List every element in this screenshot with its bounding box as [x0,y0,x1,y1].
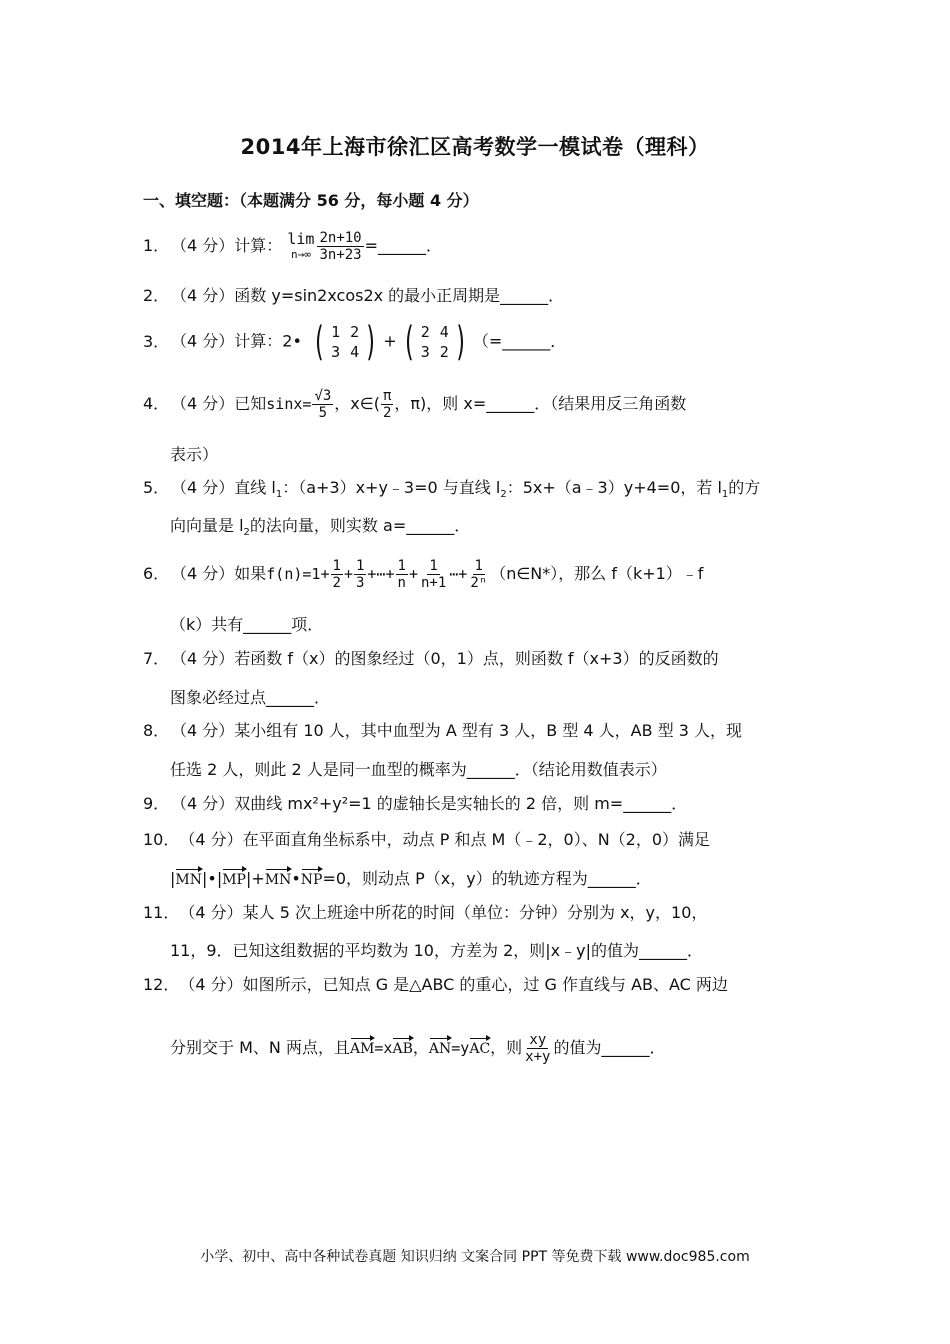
fraction: $\frac{1}{2}$ [332,558,341,591]
question-9 [143,793,823,815]
subscript: 2 [500,489,507,501]
operator: + [343,565,353,583]
question-7-continuation: 图象必经过点______． [170,688,331,707]
function-expression: f(n)=1+ [266,565,330,583]
dot-operator: • [292,331,302,351]
question-10-continuation: |MN|•|MP|+MN•NP=0，则动点 P（x，y）的轨迹方程为______． [170,869,652,888]
question-11-continuation: 11，9．已知这组数据的平均数为 10，方差为 2，则|x﹣y|的值为______． [170,941,703,960]
fraction: $\frac{2n+10}{3n+23}$ [319,230,362,263]
question-text: ：（a+3）x+y﹣3=0 与直线 l [282,478,501,497]
question-8 [143,720,823,742]
interval-text: ，x∈( [334,394,380,413]
question-number: 2． [143,286,170,305]
question-text: （4 分）双曲线 mx²+y²=1 的虚轴长是实轴长的 2 倍，则 m=______． [171,794,688,813]
fraction: $\frac{1}{n}$ [397,558,406,591]
question-3 [143,319,823,365]
question-12-continuation: 分别交于 M、N 两点，且AM=xAB，AN=yAC，则 $\frac{xy}{x+y}$ 的值为______． [170,1032,666,1065]
question-number: 10． [143,830,180,849]
fraction: $\frac{√3}{5}$ [314,388,332,421]
question-text: （4 分）已知 [171,394,267,413]
question-4 [143,388,823,421]
operator: + [408,565,418,583]
question-2 [143,285,823,307]
vector-mp: MP [222,872,246,888]
question-text: （n∈N*），那么 f（k+1）﹣f [490,564,704,583]
question-number: 5． [143,478,170,497]
fraction: $\frac{1}{3}$ [355,558,365,591]
question-text: ：5x+（a﹣3）y+4=0，若 l [506,478,722,497]
footer-ad-text: 小学、初中、高中各种试卷真题 知识归纳 文案合同 PPT 等免费下载 www.doc985.com [200,1249,750,1265]
question-6 [143,558,823,591]
plus-operator: + [383,331,397,351]
sine-expression: sinx= [266,395,312,413]
fraction: $\frac{1}{n+1}$ [420,558,447,591]
operator: ⋯+ [449,565,468,583]
question-8-continuation: 任选 2 人，则此 2 人是同一血型的概率为______．（结论用数值表示） [170,760,667,779]
vector-an: AN [428,1041,452,1057]
question-text: （4 分）某小组有 10 人，其中血型为 A 型有 3 人，B 型 4 人，AB 型 3 人，现 [171,721,743,740]
question-text: （4 分）计算： [171,236,283,255]
question-text: 的方 [728,478,761,497]
question-11 [143,902,823,924]
question-text: （4 分）函数 y=sin2xcos2x 的最小正周期是______． [171,286,565,305]
subscript: 1 [721,489,729,501]
question-text: （4 分）计算：2 [171,331,293,351]
question-text: （4 分）如果 [171,564,267,583]
question-number: 1． [143,236,170,255]
question-number: 8． [143,721,170,740]
fraction: $\frac{1}{\text{2ⁿ}}$ [470,558,488,591]
fraction: $\frac{xy}{x+y}$ [525,1032,551,1065]
fraction: $\frac{\pi}{2}$ [382,388,392,421]
operator: +⋯+ [367,565,395,583]
vector-mn: MN [175,872,202,888]
answer-blank: =______． [364,236,443,255]
vector-mn: MN [264,872,292,888]
limit-expression: lim n→∞ [287,229,315,261]
question-4-continuation: 表示） [170,445,219,464]
subscript: 1 [275,489,283,501]
matrix-2: ( 2 4 3 2 ) [402,319,468,365]
question-1 [143,230,823,263]
section-heading: 一、填空题：（本题满分 56 分，每小题 4 分） [143,191,479,210]
question-number: 4． [143,394,170,413]
question-number: 7． [143,649,170,668]
question-number: 12． [143,975,180,994]
question-10 [143,829,823,851]
vector-ac: AC [469,1041,491,1057]
question-text: （4 分）如图所示，已知点 G 是△ABC 的重心，过 G 作直线与 AB、AC 两边 [179,975,728,994]
question-text: （4 分）在平面直角坐标系中，动点 P 和点 M（﹣2，0）、N（2，0）满足 [179,830,711,849]
question-text: （4 分）直线 l [171,478,276,497]
vector-ab: AB [392,1041,413,1057]
question-number: 9． [143,794,170,813]
page-title: 2014年上海市徐汇区高考数学一模试卷（理科） [240,135,710,159]
matrix-1: ( 1 2 3 4 ) [312,319,378,365]
question-number: 6． [143,564,170,583]
question-text: ，π)，则 x=______．（结果用反三角函数 [394,394,687,413]
answer-blank: （=______． [472,331,567,351]
question-text: （4 分）某人 5 次上班途中所花的时间（单位：分钟）分别为 x，y，10， [179,903,708,922]
question-12 [143,974,823,996]
question-5-continuation: 向向量是 $l_2$的法向量，则实数 a=______． [170,516,471,539]
question-7 [143,648,823,670]
question-number: 3． [143,331,170,351]
vector-am: AM [349,1041,375,1057]
question-number: 11． [143,903,180,922]
question-6-continuation: （k）共有______项． [170,615,324,634]
vector-np: NP [300,872,323,888]
question-text: （4 分）若函数 f（x）的图象经过（0，1）点，则函数 f（x+3）的反函数的 [171,649,719,668]
question-5 [143,477,823,506]
